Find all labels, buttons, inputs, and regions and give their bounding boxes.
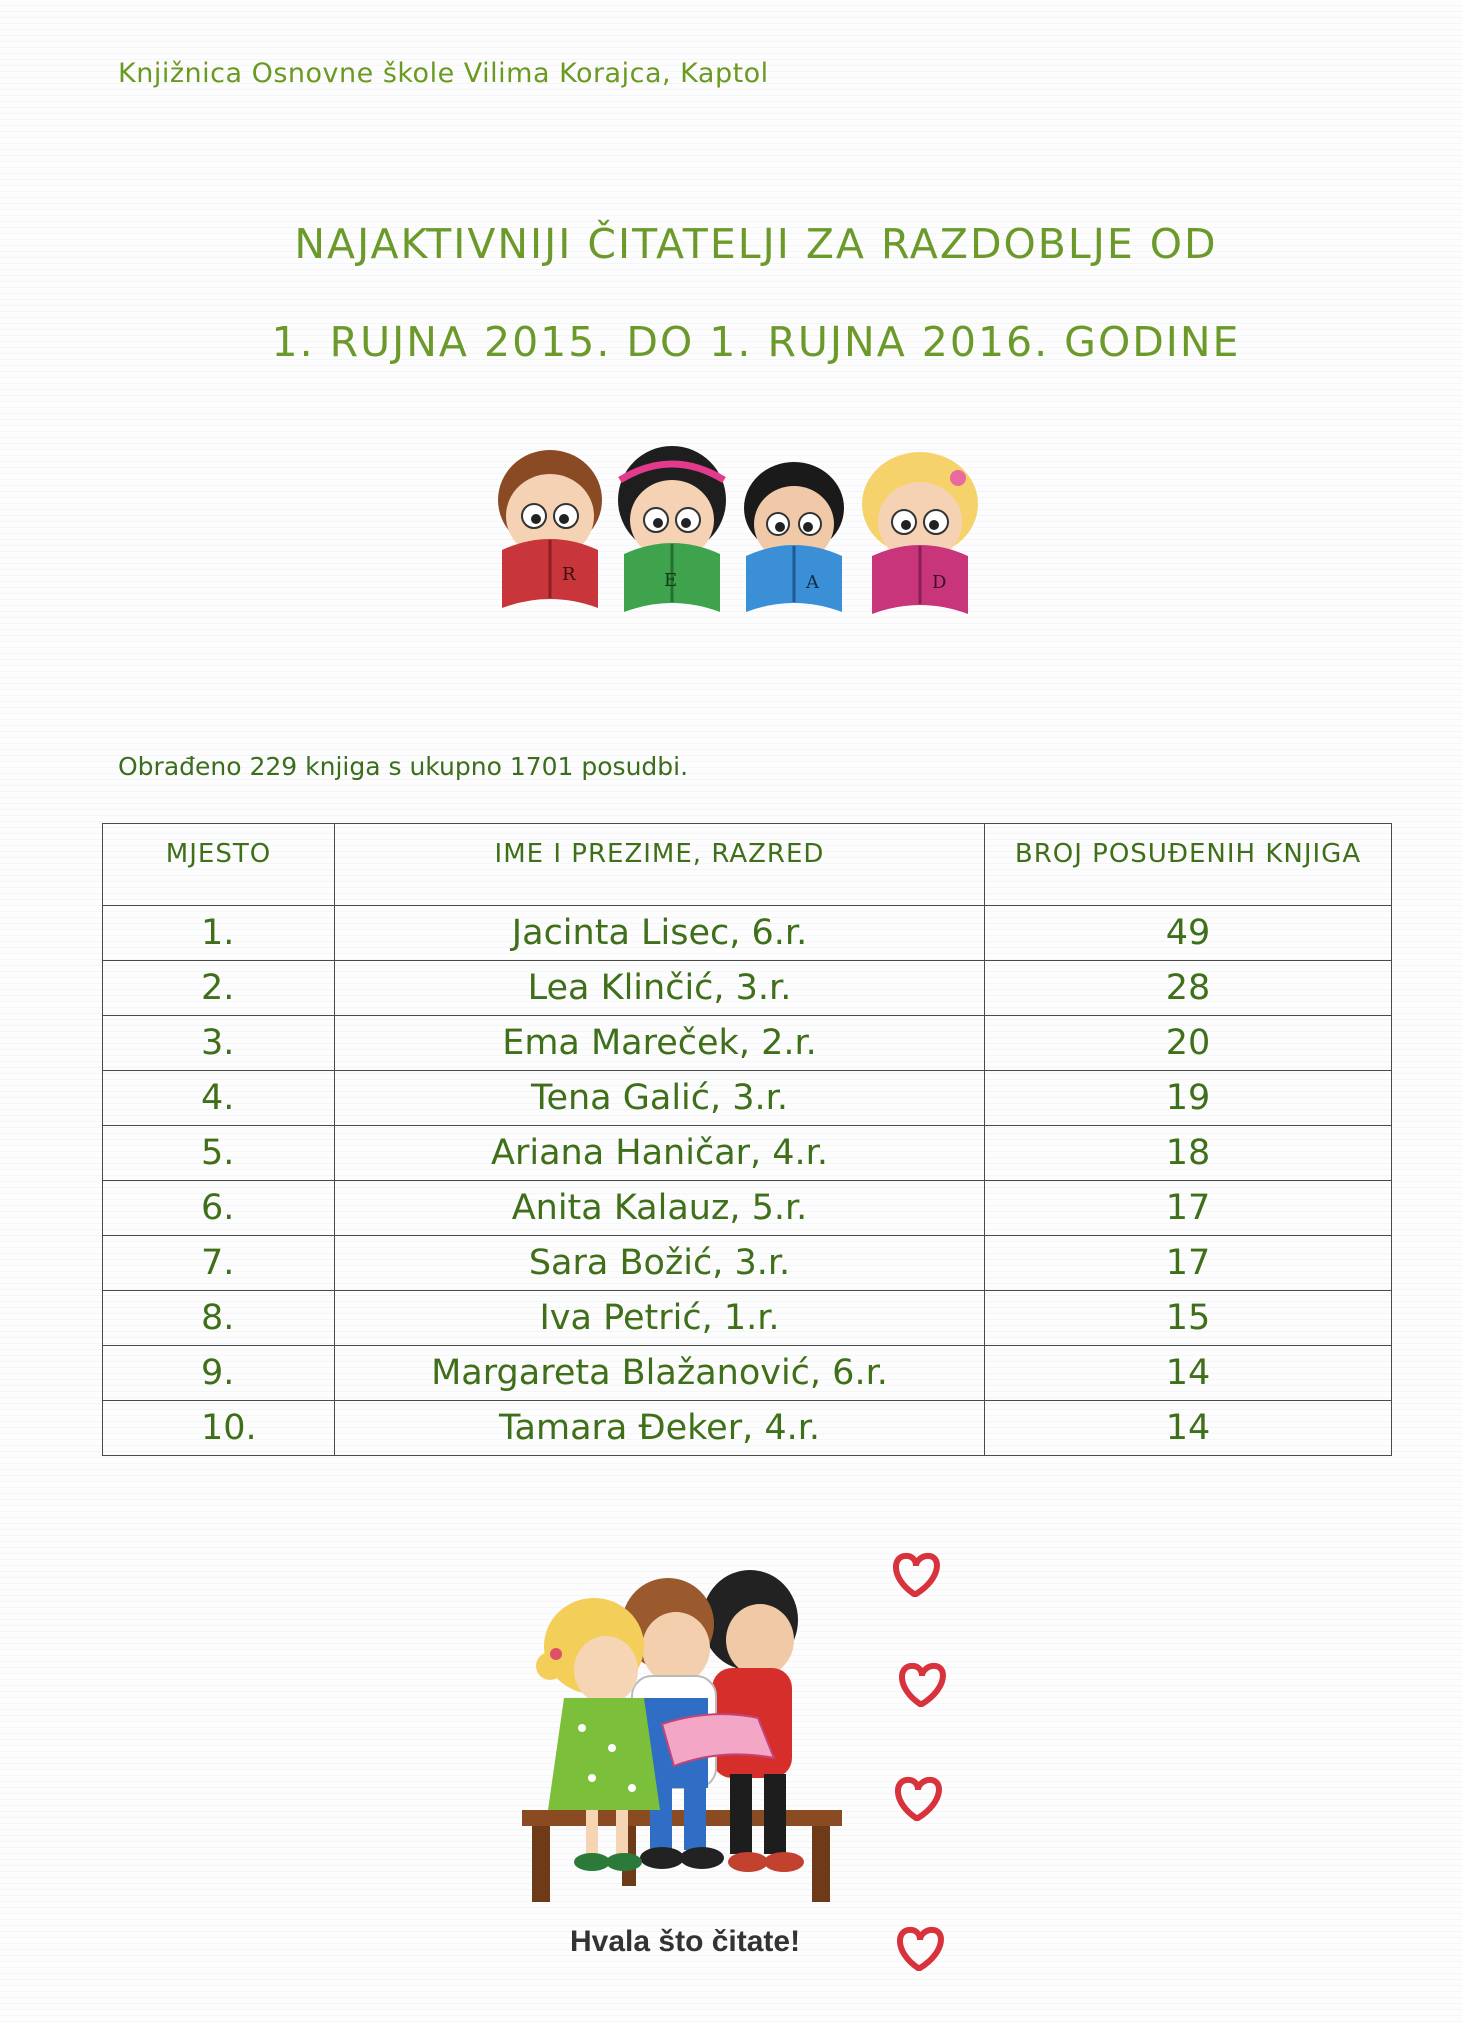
cell-place: 9. xyxy=(103,1346,335,1401)
thanks-message: Hvala što čitate! xyxy=(570,1925,801,1958)
cell-count: 14 xyxy=(985,1346,1392,1401)
read-letter-e: E xyxy=(664,570,678,591)
table-row xyxy=(103,1291,1392,1346)
cell-name: Tamara Đeker, 4.r. xyxy=(335,1401,985,1456)
table-row xyxy=(103,1181,1392,1236)
cell-place: 4. xyxy=(103,1071,335,1126)
cell-count: 19 xyxy=(985,1071,1392,1126)
read-letter-d: D xyxy=(932,572,947,593)
table-row xyxy=(103,1236,1392,1291)
table-header-row xyxy=(103,824,1392,906)
read-letter-a: A xyxy=(806,572,819,593)
table-row xyxy=(103,1401,1392,1456)
heart-icon xyxy=(902,1666,943,1704)
cell-name: Anita Kalauz, 5.r. xyxy=(335,1181,985,1236)
cell-place: 7. xyxy=(103,1236,335,1291)
kids-on-bench-illustration xyxy=(512,1548,872,1908)
header-count: BROJ POSUĐENIH KNJIGA xyxy=(985,824,1392,906)
cell-count: 20 xyxy=(985,1016,1392,1071)
readers-ranking-table xyxy=(102,823,1392,1456)
cell-count: 28 xyxy=(985,961,1392,1016)
table-row xyxy=(103,906,1392,961)
cell-name: Jacinta Lisec, 6.r. xyxy=(335,906,985,961)
heart-icon xyxy=(900,1930,941,1968)
table-row xyxy=(103,1016,1392,1071)
table-row xyxy=(103,1126,1392,1181)
header-name: IME I PREZIME, RAZRED xyxy=(335,824,985,906)
heart-icon xyxy=(898,1780,939,1818)
cell-place: 2. xyxy=(103,961,335,1016)
cell-name: Lea Klinčić, 3.r. xyxy=(335,961,985,1016)
cell-name: Tena Galić, 3.r. xyxy=(335,1071,985,1126)
library-name: Knjižnica Osnovne škole Vilima Korajca, Kaptol xyxy=(118,58,769,89)
cell-name: Iva Petrić, 1.r. xyxy=(335,1291,985,1346)
table-row xyxy=(103,961,1392,1016)
kid-reader-4 xyxy=(862,452,978,614)
cell-place: 8. xyxy=(103,1291,335,1346)
cell-place: 3. xyxy=(103,1016,335,1071)
cell-count: 17 xyxy=(985,1181,1392,1236)
cell-name: Margareta Blažanović, 6.r. xyxy=(335,1346,985,1401)
table-row xyxy=(103,1346,1392,1401)
cell-name: Ariana Haničar, 4.r. xyxy=(335,1126,985,1181)
cell-place: 6. xyxy=(103,1181,335,1236)
header-place: MJESTO xyxy=(103,824,335,906)
cell-place: 5. xyxy=(103,1126,335,1181)
page-title-line-2: 1. RUJNA 2015. DO 1. RUJNA 2016. GODINE xyxy=(271,318,1241,366)
cell-count: 14 xyxy=(985,1401,1392,1456)
read-kids-illustration xyxy=(488,428,1018,628)
cell-name: Ema Mareček, 2.r. xyxy=(335,1016,985,1071)
hearts-decoration xyxy=(872,1548,962,1988)
cell-count: 17 xyxy=(985,1236,1392,1291)
cell-count: 15 xyxy=(985,1291,1392,1346)
cell-count: 49 xyxy=(985,906,1392,961)
table-row xyxy=(103,1071,1392,1126)
kid-green-dress xyxy=(536,1598,660,1871)
cell-name: Sara Božić, 3.r. xyxy=(335,1236,985,1291)
summary-text: Obrađeno 229 knjiga s ukupno 1701 posudbi. xyxy=(118,752,689,781)
cell-count: 18 xyxy=(985,1126,1392,1181)
read-letter-r: R xyxy=(562,564,576,585)
cell-place: 1. xyxy=(103,906,335,961)
cell-place: 10. xyxy=(103,1401,335,1456)
heart-icon xyxy=(896,1556,937,1594)
kid-reader-3 xyxy=(744,462,844,612)
kid-reader-1 xyxy=(498,450,602,608)
page-title-line-1: NAJAKTIVNIJI ČITATELJI ZA RAZDOBLJE OD xyxy=(294,220,1218,268)
